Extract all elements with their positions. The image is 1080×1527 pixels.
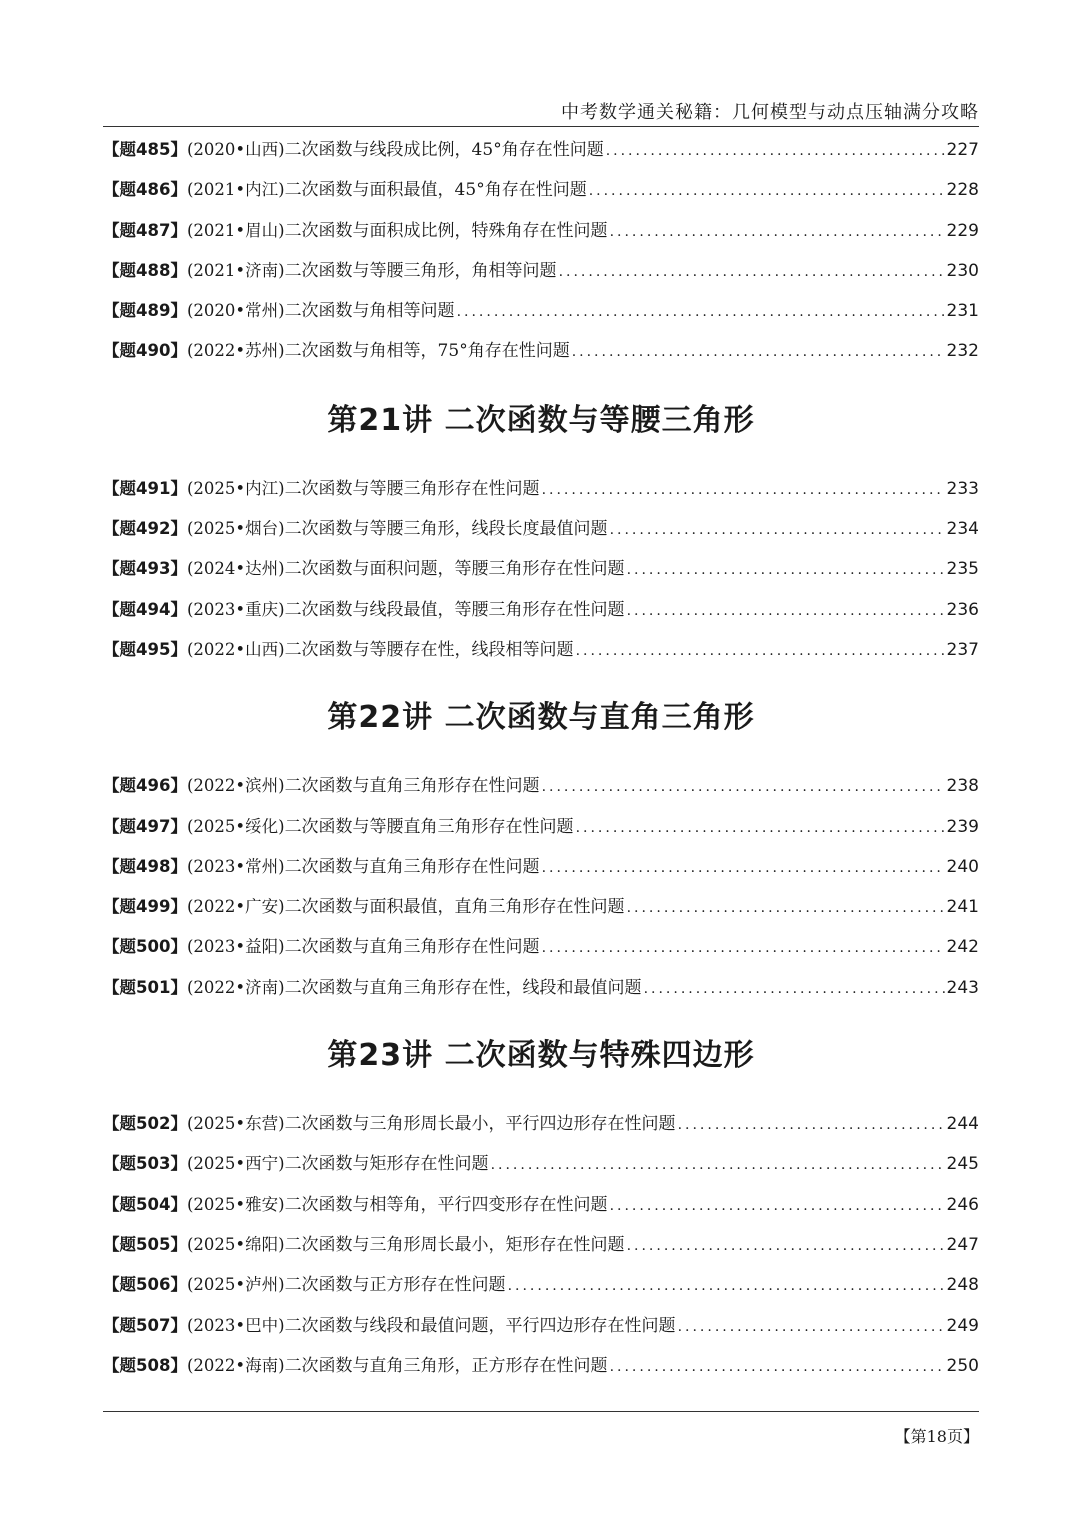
problem-source: (2023•益阳) <box>186 937 285 957</box>
problem-number: 【题488】 <box>103 260 187 280</box>
dot-leader <box>572 332 945 372</box>
problem-title: 二次函数与面积最值，45°角存在性问题 <box>284 180 587 201</box>
problem-title: 二次函数与线段最值，等腰三角形存在性问题 <box>284 599 625 620</box>
problem-title: 二次函数与等腰三角形存在性问题 <box>284 478 540 499</box>
toc-entry[interactable] <box>103 331 979 371</box>
toc-entry[interactable] <box>103 130 979 170</box>
problem-title: 二次函数与等腰三角形，线段长度最值问题 <box>284 519 608 540</box>
toc-entry[interactable] <box>103 1144 979 1184</box>
problem-source: (2025•绵阳) <box>186 1234 285 1254</box>
problem-number: 【题490】 <box>103 341 187 361</box>
page-ref: 233 <box>946 478 979 499</box>
dot-leader <box>610 212 945 252</box>
toc-entry[interactable] <box>103 1306 979 1346</box>
problem-number: 【题495】 <box>103 639 187 659</box>
toc-entry[interactable] <box>103 968 979 1008</box>
page-ref: 236 <box>946 599 979 620</box>
problem-title: 二次函数与面积问题，等腰三角形存在性问题 <box>284 559 625 580</box>
problem-source: (2020•山西) <box>186 140 285 159</box>
page-ref: 235 <box>946 559 979 580</box>
section-heading: 第21讲 二次函数与等腰三角形 <box>327 402 755 438</box>
dot-leader <box>576 808 945 848</box>
problem-source: (2025•烟台) <box>186 519 285 539</box>
problem-source: (2021•眉山) <box>186 220 285 240</box>
dot-leader <box>542 928 945 968</box>
problem-number: 【题499】 <box>103 897 187 917</box>
dot-leader <box>610 1186 945 1226</box>
dot-leader <box>542 767 945 807</box>
problem-title: 二次函数与直角三角形存在性问题 <box>284 856 540 877</box>
toc-entry[interactable] <box>103 630 979 670</box>
dot-leader <box>627 550 945 590</box>
problem-source: (2022•济南) <box>186 977 285 997</box>
problem-number: 【题508】 <box>103 1355 187 1375</box>
toc-entry[interactable] <box>103 549 979 589</box>
dot-leader <box>678 1307 945 1347</box>
problem-number: 【题493】 <box>103 559 187 579</box>
problem-title: 二次函数与角相等，75°角存在性问题 <box>284 341 570 362</box>
page-ref: 229 <box>946 220 979 241</box>
problem-number: 【题501】 <box>103 977 187 997</box>
problem-number: 【题496】 <box>103 776 187 796</box>
problem-source: (2025•绥化) <box>186 816 285 836</box>
problem-number: 【题492】 <box>103 519 187 539</box>
problem-title: 二次函数与面积最值，直角三角形存在性问题 <box>284 897 625 918</box>
dot-leader <box>589 171 945 211</box>
problem-number: 【题502】 <box>103 1114 187 1134</box>
page-ref: 232 <box>946 341 979 362</box>
page-ref: 239 <box>946 816 979 837</box>
dot-leader <box>644 969 945 1009</box>
dot-leader <box>491 1145 945 1185</box>
dot-leader <box>627 591 945 631</box>
problem-number: 【题506】 <box>103 1275 187 1295</box>
toc-entry[interactable] <box>103 1104 979 1144</box>
toc-entry[interactable] <box>103 1185 979 1225</box>
problem-source: (2023•常州) <box>186 856 285 876</box>
page-ref: 244 <box>946 1114 979 1135</box>
toc-entry[interactable] <box>103 211 979 251</box>
problem-source: (2021•内江) <box>186 180 285 200</box>
page-ref: 241 <box>946 897 979 918</box>
toc-entry[interactable] <box>103 509 979 549</box>
section-heading: 第22讲 二次函数与直角三角形 <box>327 700 755 736</box>
problem-title: 二次函数与等腰直角三角形存在性问题 <box>284 816 574 837</box>
toc-entry[interactable] <box>103 251 979 291</box>
problem-source: (2022•广安) <box>186 897 285 917</box>
toc-entry[interactable] <box>103 590 979 630</box>
page-header <box>103 98 979 127</box>
dot-leader <box>606 131 945 171</box>
page-ref: 237 <box>946 639 979 660</box>
dot-leader <box>627 888 945 928</box>
dot-leader <box>610 510 945 550</box>
dot-leader <box>559 252 945 292</box>
problem-title: 二次函数与矩形存在性问题 <box>284 1154 489 1175</box>
problem-source: (2022•苏州) <box>186 341 285 361</box>
toc-entry[interactable] <box>103 807 979 847</box>
problem-number: 【题503】 <box>103 1154 187 1174</box>
problem-source: (2022•海南) <box>186 1355 285 1375</box>
problem-title: 二次函数与正方形存在性问题 <box>284 1275 506 1296</box>
problem-number: 【题505】 <box>103 1234 187 1254</box>
dot-leader <box>576 631 945 671</box>
problem-title: 二次函数与三角形周长最小，平行四边形存在性问题 <box>284 1114 676 1135</box>
page-ref: 248 <box>946 1275 979 1296</box>
problem-title: 二次函数与直角三角形，正方形存在性问题 <box>284 1355 608 1376</box>
page-ref: 246 <box>946 1194 979 1215</box>
problem-title: 二次函数与线段成比例，45°角存在性问题 <box>284 140 604 160</box>
table-of-contents <box>103 130 979 1386</box>
dot-leader <box>457 292 945 332</box>
page-ref: 231 <box>946 301 979 322</box>
problem-source: (2022•滨州) <box>186 776 285 796</box>
problem-source: (2025•雅安) <box>186 1194 285 1214</box>
dot-leader <box>627 1226 945 1266</box>
problem-title: 二次函数与相等角，平行四变形存在性问题 <box>284 1194 608 1215</box>
problem-title: 二次函数与直角三角形存在性，线段和最值问题 <box>284 977 642 998</box>
page-ref: 242 <box>946 937 979 958</box>
book-title: 中考数学通关秘籍：几何模型与动点压轴满分攻略 <box>561 102 979 123</box>
problem-source: (2020•常州) <box>186 301 285 321</box>
toc-entry[interactable] <box>103 291 979 331</box>
dot-leader <box>610 1347 945 1387</box>
toc-entry[interactable] <box>103 887 979 927</box>
problem-source: (2023•巴中) <box>186 1315 285 1335</box>
problem-title: 二次函数与等腰存在性，线段相等问题 <box>284 639 574 660</box>
page-ref: 238 <box>946 776 979 797</box>
page-ref: 247 <box>946 1234 979 1255</box>
problem-number: 【题498】 <box>103 856 187 876</box>
page-ref: 227 <box>946 140 979 160</box>
toc-entry[interactable] <box>103 469 979 509</box>
page-ref: 234 <box>946 519 979 540</box>
section-heading: 第23讲 二次函数与特殊四边形 <box>327 1038 755 1074</box>
problem-number: 【题485】 <box>103 140 187 159</box>
page-ref: 245 <box>946 1154 979 1175</box>
dot-leader <box>542 848 945 888</box>
problem-source: (2024•达州) <box>186 559 285 579</box>
footer-divider <box>103 1411 979 1412</box>
page-ref: 230 <box>946 260 979 281</box>
problem-number: 【题494】 <box>103 599 187 619</box>
problem-number: 【题504】 <box>103 1194 187 1214</box>
problem-source: (2021•济南) <box>186 260 285 280</box>
problem-source: (2025•内江) <box>186 478 285 498</box>
problem-title: 二次函数与角相等问题 <box>284 301 455 322</box>
problem-source: (2025•东营) <box>186 1114 285 1134</box>
page-number: 【第18页】 <box>894 1427 979 1446</box>
problem-number: 【题489】 <box>103 301 187 321</box>
page-ref: 243 <box>946 977 979 998</box>
toc-entry[interactable] <box>103 766 979 806</box>
problem-source: (2025•西宁) <box>186 1154 285 1174</box>
problem-source: (2023•重庆) <box>186 599 285 619</box>
problem-number: 【题507】 <box>103 1315 187 1335</box>
problem-title: 二次函数与直角三角形存在性问题 <box>284 937 540 958</box>
problem-number: 【题486】 <box>103 180 187 200</box>
problem-title: 二次函数与直角三角形存在性问题 <box>284 776 540 797</box>
page-ref: 249 <box>946 1315 979 1336</box>
dot-leader <box>678 1105 945 1145</box>
toc-entry[interactable] <box>103 1265 979 1305</box>
problem-source: (2022•山西) <box>186 639 285 659</box>
problem-number: 【题491】 <box>103 478 187 498</box>
page-ref: 240 <box>946 856 979 877</box>
toc-entry[interactable] <box>103 1225 979 1265</box>
problem-number: 【题500】 <box>103 937 187 957</box>
toc-entry[interactable] <box>103 170 979 210</box>
page-ref: 228 <box>946 180 979 201</box>
problem-title: 二次函数与线段和最值问题，平行四边形存在性问题 <box>284 1315 676 1336</box>
toc-entry[interactable] <box>103 927 979 967</box>
problem-title: 二次函数与等腰三角形，角相等问题 <box>284 260 557 281</box>
problem-title: 二次函数与三角形周长最小，矩形存在性问题 <box>284 1234 625 1255</box>
dot-leader <box>542 470 945 510</box>
toc-entry[interactable] <box>103 847 979 887</box>
problem-number: 【题487】 <box>103 220 187 240</box>
page-ref: 250 <box>946 1355 979 1376</box>
problem-source: (2025•泸州) <box>186 1275 285 1295</box>
toc-entry[interactable] <box>103 1346 979 1386</box>
problem-title: 二次函数与面积成比例，特殊角存在性问题 <box>284 220 608 241</box>
problem-number: 【题497】 <box>103 816 187 836</box>
dot-leader <box>508 1266 945 1306</box>
